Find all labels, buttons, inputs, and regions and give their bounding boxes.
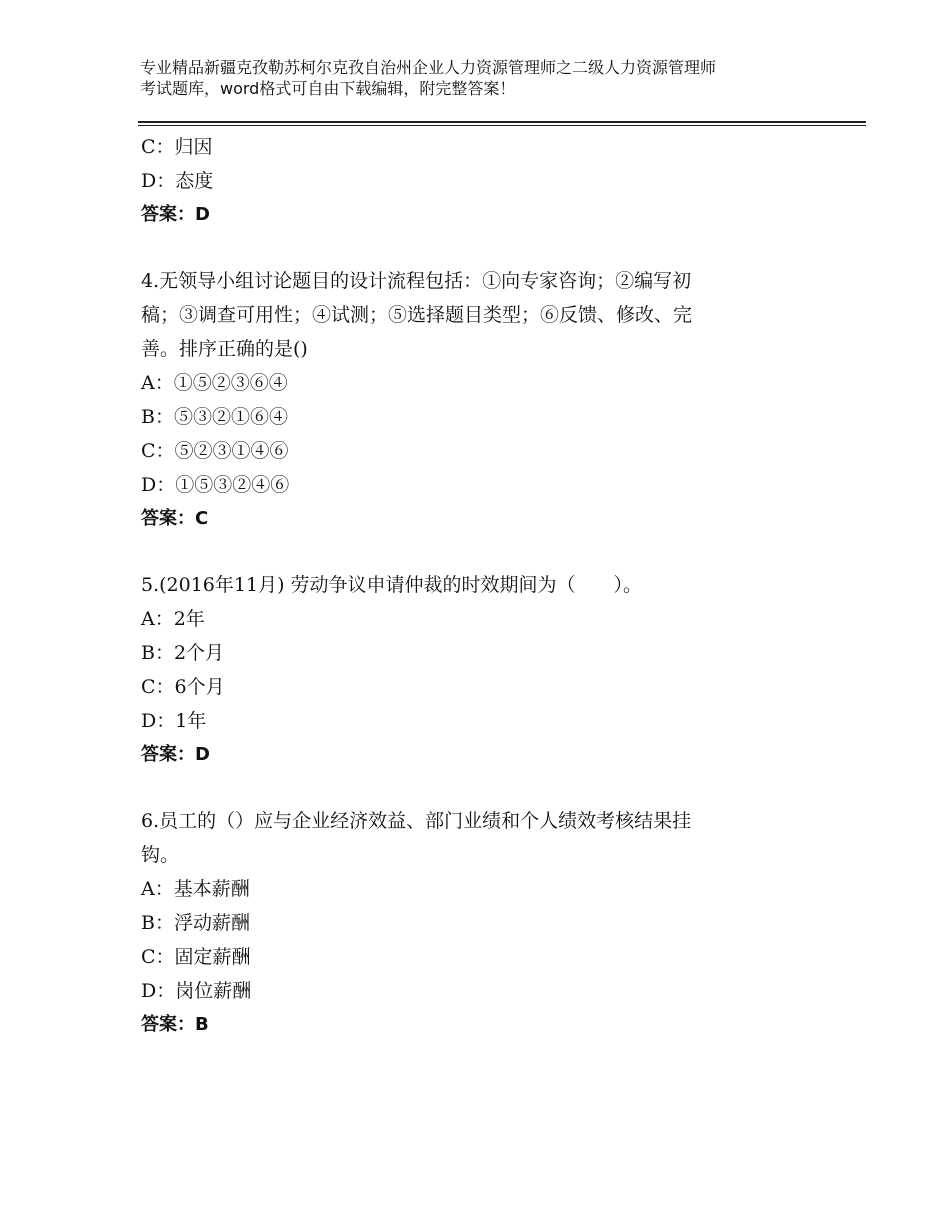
option-b: B：2个月 [141, 642, 225, 664]
header-title-line1: 专业精品新疆克孜勒苏柯尔克孜自治州企业人力资源管理师之二级人力资源管理师 [140, 58, 717, 77]
answer: 答案：C [141, 508, 209, 529]
question-3-tail [141, 130, 781, 232]
header-rule-thick [138, 121, 866, 123]
question-stem-line: 稿；③调查可用性；④试测；⑤选择题目类型；⑥反馈、修改、完 [141, 304, 693, 326]
question-5 [141, 568, 781, 772]
question-stem-line: 善。排序正确的是() [141, 338, 308, 360]
option-b: B：⑤③②①⑥④ [141, 406, 288, 428]
option-d: D：①⑤③②④⑥ [141, 474, 290, 496]
question-stem-line: 4.无领导小组讨论题目的设计流程包括：①向专家咨询；②编写初 [141, 270, 692, 292]
question-stem: 5.(2016年11月) 劳动争议申请仲裁的时效期间为（ ）。 [141, 574, 643, 596]
question-list [141, 130, 781, 1042]
answer: 答案：D [141, 744, 210, 765]
header-title-line2: 考试题库，word格式可自由下载编辑，附完整答案！ [140, 79, 516, 98]
header-rule-thin [138, 125, 866, 126]
option-a: A：2年 [141, 608, 205, 630]
option-c: C：⑤②③①④⑥ [141, 440, 289, 462]
option-d: D：态度 [141, 170, 214, 192]
option-c: C：固定薪酬 [141, 946, 251, 968]
answer: 答案：B [141, 1014, 209, 1035]
option-d: D：岗位薪酬 [141, 980, 252, 1002]
option-c: C：6个月 [141, 676, 225, 698]
document-header [140, 57, 860, 99]
question-4 [141, 264, 781, 536]
question-stem-line: 钩。 [141, 844, 180, 866]
option-d: D：1年 [141, 710, 207, 732]
option-a: A：基本薪酬 [141, 878, 250, 900]
question-6 [141, 804, 781, 1042]
answer: 答案：D [141, 204, 210, 225]
question-stem-line: 6.员工的（）应与企业经济效益、部门业绩和个人绩效考核结果挂 [141, 810, 692, 832]
option-c: C：归因 [141, 136, 213, 158]
option-b: B：浮动薪酬 [141, 912, 250, 934]
option-a: A：①⑤②③⑥④ [141, 372, 288, 394]
